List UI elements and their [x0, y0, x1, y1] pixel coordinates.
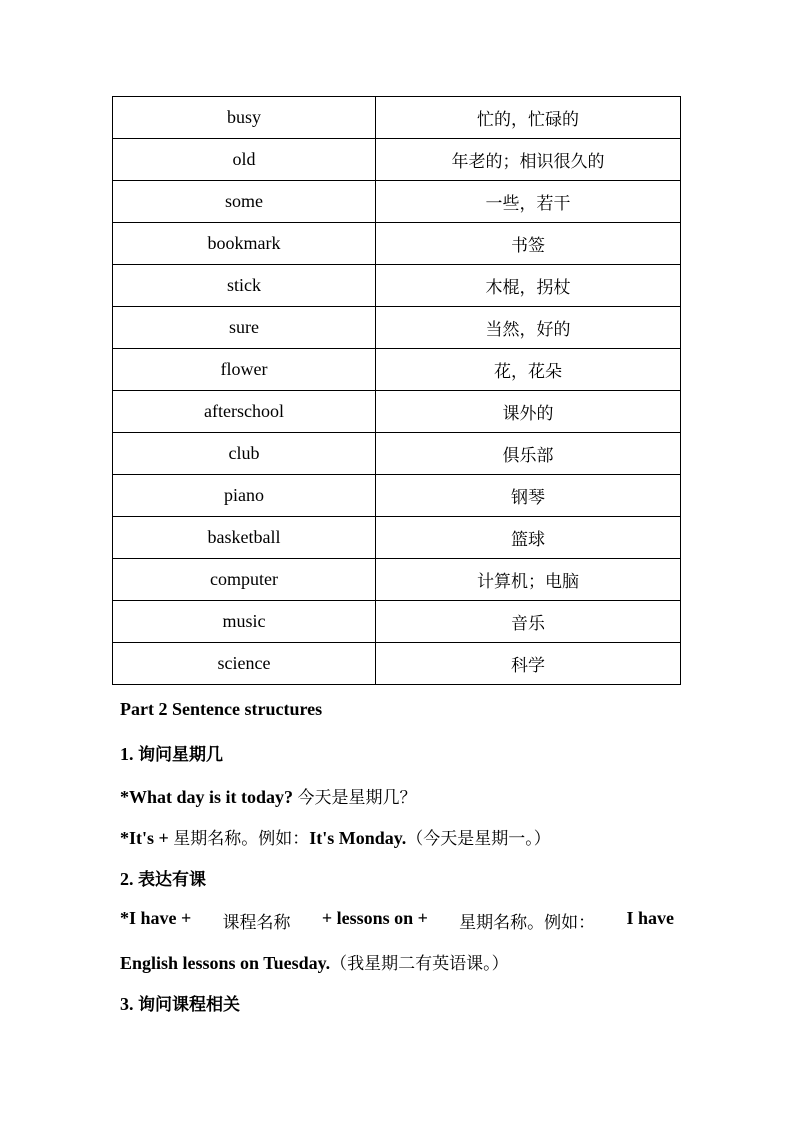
vocab-chinese: 当然，好的 [376, 307, 681, 349]
question-en: *What day is it today? [120, 787, 294, 807]
section-2-line-2 [120, 949, 509, 974]
vocab-english: piano [113, 475, 376, 517]
vocab-row [113, 181, 681, 223]
section-1-number: 1. [120, 744, 134, 764]
vocab-english: stick [113, 265, 376, 307]
example-start: I have [626, 908, 674, 928]
vocab-chinese: 书签 [376, 223, 681, 265]
section-3-title: 询问课程相关 [138, 995, 240, 1015]
vocab-english: old [113, 139, 376, 181]
section-3-heading [120, 990, 240, 1015]
vocabulary-table-body [113, 97, 681, 685]
vocab-row [113, 601, 681, 643]
vocab-chinese: 年老的；相识很久的 [376, 139, 681, 181]
example-zh: （今天是星期一。） [406, 829, 551, 849]
vocab-chinese: 钢琴 [376, 475, 681, 517]
part2-heading: Part 2 Sentence structures [120, 699, 323, 719]
pattern-course: 课程名称 [222, 913, 291, 933]
pattern-start: *It's + [120, 828, 169, 848]
section-1-title: 询问星期几 [138, 745, 223, 765]
vocab-row [113, 391, 681, 433]
section-1-line-2 [120, 824, 551, 849]
section-1-heading [120, 740, 223, 765]
vocab-chinese: 计算机；电脑 [376, 559, 681, 601]
vocab-chinese: 音乐 [376, 601, 681, 643]
vocab-row [113, 433, 681, 475]
vocab-english: flower [113, 349, 376, 391]
vocab-row [113, 475, 681, 517]
section-2-line-1 [120, 908, 674, 933]
vocab-english: sure [113, 307, 376, 349]
vocab-row [113, 223, 681, 265]
example-en: It's Monday. [309, 828, 407, 848]
section-2-heading [120, 865, 206, 890]
vocab-english: club [113, 433, 376, 475]
pattern-middle: + lessons on + [321, 908, 428, 928]
pattern-start: *I have + [120, 908, 192, 928]
vocab-english: science [113, 643, 376, 685]
vocab-row [113, 139, 681, 181]
vocab-english: busy [113, 97, 376, 139]
question-zh: 今天是星期几？ [297, 788, 417, 808]
vocab-chinese: 一些，若干 [376, 181, 681, 223]
pattern-day: 星期名称。例如： [459, 913, 596, 933]
vocabulary-table [112, 96, 681, 685]
example-zh: （我星期二有英语课。） [330, 954, 509, 974]
vocab-chinese: 木棍，拐杖 [376, 265, 681, 307]
section-1-line-1 [120, 783, 417, 808]
vocab-row [113, 97, 681, 139]
vocab-english: computer [113, 559, 376, 601]
vocab-row [113, 307, 681, 349]
vocab-chinese: 俱乐部 [376, 433, 681, 475]
section-2-title: 表达有课 [138, 870, 206, 890]
vocab-chinese: 忙的，忙碌的 [376, 97, 681, 139]
pattern-placeholder: 星期名称。例如： [173, 829, 310, 849]
vocab-english: basketball [113, 517, 376, 559]
vocab-english: bookmark [113, 223, 376, 265]
vocab-chinese: 篮球 [376, 517, 681, 559]
vocab-chinese: 科学 [376, 643, 681, 685]
section-2-number: 2. [120, 869, 134, 889]
section-3-number: 3. [120, 994, 134, 1014]
vocab-english: afterschool [113, 391, 376, 433]
vocab-chinese: 课外的 [376, 391, 681, 433]
vocab-row [113, 559, 681, 601]
vocab-row [113, 517, 681, 559]
vocab-row [113, 643, 681, 685]
vocab-row [113, 265, 681, 307]
vocab-english: music [113, 601, 376, 643]
vocab-english: some [113, 181, 376, 223]
vocab-chinese: 花，花朵 [376, 349, 681, 391]
vocab-row [113, 349, 681, 391]
example-continued: English lessons on Tuesday. [120, 953, 331, 973]
